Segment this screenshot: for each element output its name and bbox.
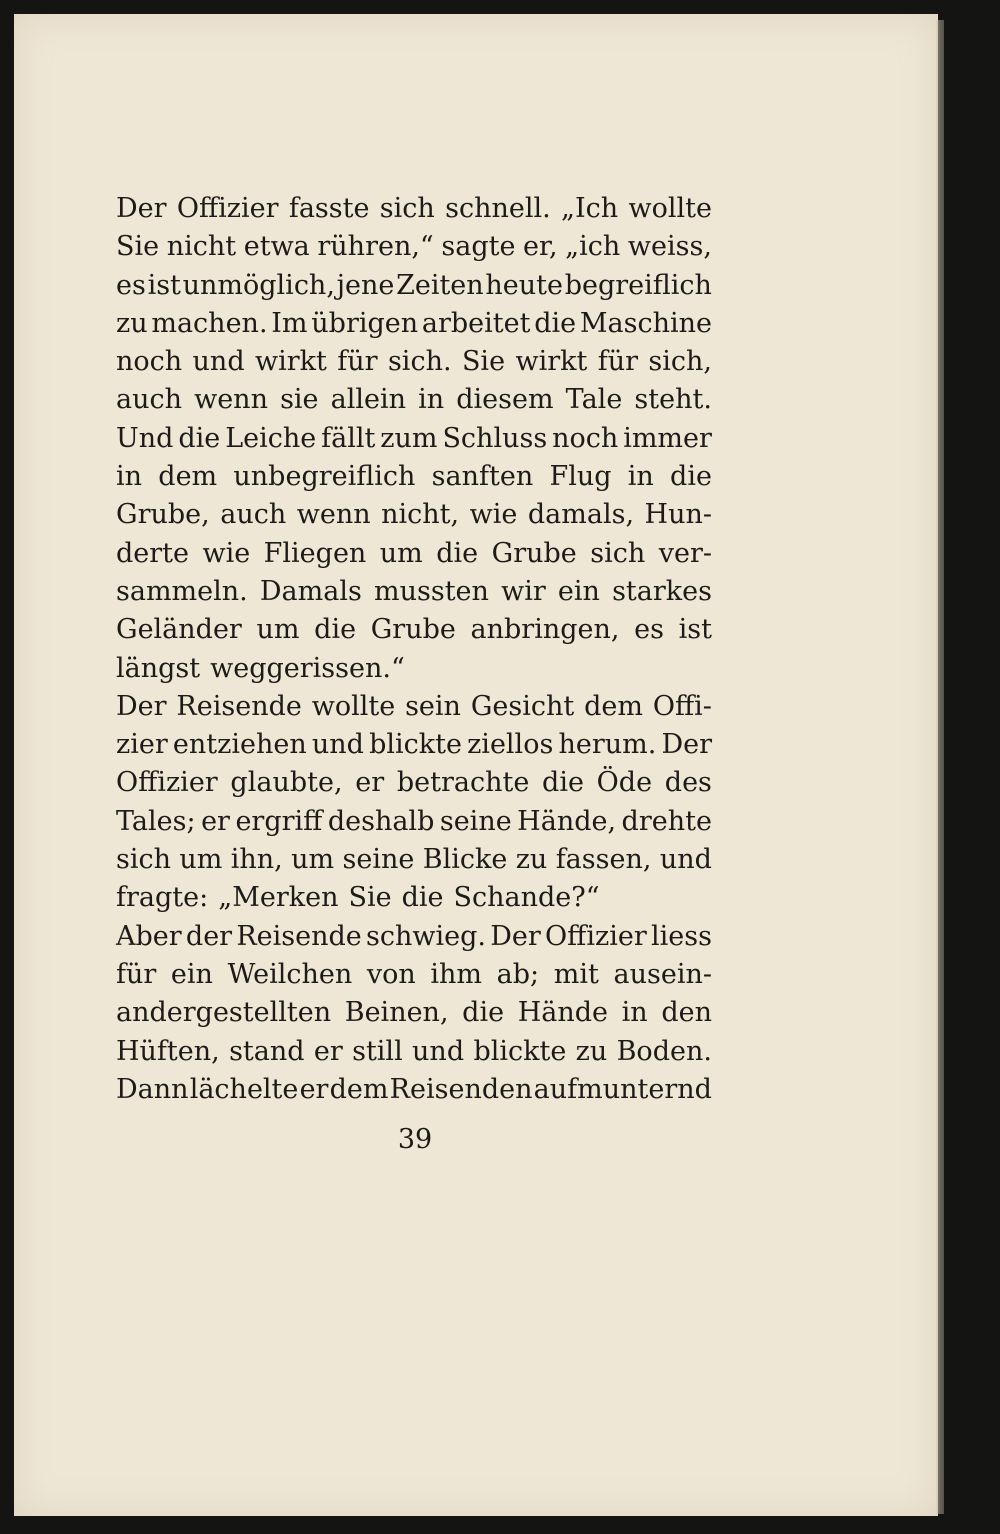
word: diesem xyxy=(456,384,554,416)
word: um xyxy=(379,537,423,569)
word: sagte xyxy=(441,231,516,263)
word: mit xyxy=(553,958,599,990)
word: er xyxy=(313,1035,343,1067)
word: machen. xyxy=(151,307,268,339)
word: Offi- xyxy=(652,690,712,722)
word: zum xyxy=(380,422,438,454)
text-line xyxy=(116,190,712,228)
word: um xyxy=(179,844,223,876)
word: still xyxy=(352,1035,403,1067)
word: Reisende xyxy=(236,920,362,952)
word: die xyxy=(436,537,479,569)
word: Schluss xyxy=(442,422,548,454)
word: jene xyxy=(336,269,395,301)
text-line xyxy=(116,496,712,534)
text-line xyxy=(116,381,712,419)
word: wollte xyxy=(311,690,396,722)
word: die xyxy=(670,461,712,493)
word: für xyxy=(337,346,378,378)
word: Boden. xyxy=(616,1035,712,1067)
word: Zeiten xyxy=(396,269,484,301)
word: seine xyxy=(342,844,415,876)
word: Gesicht xyxy=(470,690,575,722)
word: ist xyxy=(147,269,181,301)
word: ergriff xyxy=(235,805,323,837)
word: Reisenden xyxy=(389,1073,533,1105)
page-edge xyxy=(936,20,944,1514)
word: auch xyxy=(220,499,287,531)
text-line xyxy=(116,879,712,917)
word: Leiche xyxy=(225,422,317,454)
word: von xyxy=(366,958,416,990)
word: er xyxy=(355,767,385,799)
word: wenn xyxy=(296,499,371,531)
word: wirkt xyxy=(515,346,588,378)
word: Damals xyxy=(259,575,362,607)
word: zu xyxy=(575,1035,608,1067)
word: wir xyxy=(501,575,546,607)
word: zu xyxy=(116,307,148,339)
word: Maschine xyxy=(579,307,712,339)
text-line xyxy=(116,803,712,841)
text-line xyxy=(116,267,712,305)
word: sich xyxy=(116,844,172,876)
word: ist xyxy=(678,614,712,646)
text-line xyxy=(116,228,712,266)
word: arbeitet xyxy=(421,307,531,339)
word: und xyxy=(412,1035,465,1067)
text-line xyxy=(116,650,712,688)
word: schwieg. xyxy=(366,920,486,952)
word: Sie xyxy=(348,882,392,914)
word: weiss, xyxy=(627,231,712,263)
word: um xyxy=(256,614,300,646)
word: unbegreiflich xyxy=(233,461,416,493)
word: derte xyxy=(116,537,189,569)
word: betrachte xyxy=(396,767,530,799)
word: er xyxy=(201,805,230,837)
word: fassen, xyxy=(555,844,652,876)
word: den xyxy=(661,997,712,1029)
word: Blicke xyxy=(422,844,508,876)
word: nicht, xyxy=(381,499,460,531)
word: ausein- xyxy=(613,958,712,990)
word: drehte xyxy=(621,805,712,837)
word: begreiflich xyxy=(564,269,712,301)
word: in xyxy=(627,461,654,493)
word: Hüften, xyxy=(116,1035,220,1067)
word: Reisende xyxy=(176,690,302,722)
word: sich. xyxy=(387,346,452,378)
word: Weilchen xyxy=(227,958,353,990)
word: Der xyxy=(116,193,167,224)
word: Fliegen xyxy=(263,537,367,569)
word: für xyxy=(116,958,157,990)
word: er, xyxy=(523,231,558,263)
word: in xyxy=(418,384,445,416)
word: für xyxy=(597,346,639,378)
word: Hun- xyxy=(644,499,712,531)
word: die xyxy=(542,767,584,799)
text-line xyxy=(116,420,712,458)
word: Flug xyxy=(549,461,612,493)
word: deshalb xyxy=(327,805,435,837)
word: dem xyxy=(329,1073,389,1105)
word: zu xyxy=(515,844,548,876)
word: Der xyxy=(661,729,712,761)
text-line xyxy=(116,458,712,496)
word: anbringen, xyxy=(470,614,620,646)
text-line xyxy=(116,1071,712,1109)
word: Sie xyxy=(116,231,160,263)
word: längst xyxy=(116,652,201,684)
text-line xyxy=(116,1033,712,1071)
word: ver- xyxy=(658,537,712,569)
word: die xyxy=(178,422,221,454)
word: lächelte xyxy=(189,1073,299,1105)
word: und xyxy=(311,729,364,761)
text-line xyxy=(116,611,712,649)
word: es xyxy=(634,614,664,646)
word: entziehen xyxy=(172,729,307,761)
text-line xyxy=(116,918,712,956)
text-line xyxy=(116,764,712,802)
word: wie xyxy=(202,537,251,569)
word: ihm xyxy=(430,958,483,990)
word: blickte xyxy=(369,729,462,761)
word: immer xyxy=(623,422,712,454)
word: und xyxy=(192,346,245,378)
word: damals, xyxy=(527,499,635,531)
word: in xyxy=(621,997,648,1029)
word: Tales; xyxy=(116,805,196,837)
text-line xyxy=(116,994,712,1032)
word: nicht xyxy=(166,231,237,263)
word: etwa xyxy=(243,231,310,263)
word: Hände xyxy=(517,997,609,1029)
word: dem xyxy=(584,690,643,722)
page-number: 39 xyxy=(397,1124,433,1155)
word: rühren,“ xyxy=(317,231,434,263)
word: die xyxy=(462,997,505,1029)
word: des xyxy=(664,767,712,799)
word: sammeln. xyxy=(116,575,248,607)
word: weggerissen.“ xyxy=(210,652,405,684)
word: „Merken xyxy=(218,882,339,914)
word: ein xyxy=(557,575,600,607)
word: Öde xyxy=(596,767,653,799)
word: dem xyxy=(158,461,218,493)
word: Aber xyxy=(116,920,182,952)
text-line xyxy=(116,305,712,343)
word: um xyxy=(291,844,335,876)
text-line xyxy=(116,956,712,994)
word: blickte xyxy=(473,1035,567,1067)
text-line xyxy=(116,688,712,726)
word: Sie xyxy=(461,346,506,378)
word: Offizier xyxy=(176,193,279,224)
word: Hände, xyxy=(517,805,617,837)
word: mussten xyxy=(374,575,489,607)
word: glaubte, xyxy=(230,767,343,799)
word: die xyxy=(314,614,357,646)
word: wie xyxy=(469,499,518,531)
word: Dann xyxy=(116,1073,189,1105)
word: aufmunternd xyxy=(533,1073,712,1105)
word: seine xyxy=(439,805,512,837)
word: Beinen, xyxy=(344,997,449,1029)
word: er xyxy=(299,1073,329,1105)
word: Grube, xyxy=(116,499,210,531)
word: stand xyxy=(229,1035,305,1067)
word: sich xyxy=(379,193,435,224)
word: allein xyxy=(330,384,407,416)
word: die xyxy=(401,882,444,914)
word: fragte: xyxy=(116,882,209,914)
word: andergestellten xyxy=(116,997,332,1029)
word: zier xyxy=(116,729,168,761)
word: Grube xyxy=(370,614,456,646)
word: ein xyxy=(170,958,213,990)
word: Der xyxy=(490,920,541,952)
word: sich, xyxy=(648,346,712,378)
word: sanften xyxy=(431,461,534,493)
word: starkes xyxy=(612,575,712,607)
word: und xyxy=(659,844,712,876)
word: der xyxy=(185,920,233,952)
word: schnell. xyxy=(445,193,551,224)
word: wirkt xyxy=(255,346,327,378)
word: noch xyxy=(116,346,183,378)
word: steht. xyxy=(634,384,712,416)
text-line xyxy=(116,726,712,764)
body-text xyxy=(116,190,712,1109)
word: Schande?“ xyxy=(453,882,600,914)
word: heute xyxy=(485,269,563,301)
text-line xyxy=(116,841,712,879)
word: Der xyxy=(116,690,167,722)
word: Im xyxy=(271,307,308,339)
word: fasste xyxy=(288,193,370,224)
word: „ich xyxy=(565,231,621,263)
word: übrigen xyxy=(311,307,419,339)
word: ab; xyxy=(496,958,540,990)
word: es xyxy=(116,269,146,301)
word: sein xyxy=(405,690,461,722)
word: unmöglich, xyxy=(182,269,335,301)
word: herum. xyxy=(558,729,657,761)
text-line xyxy=(116,343,712,381)
word: Und xyxy=(116,422,174,454)
word: Tale xyxy=(565,384,623,416)
word: Geländer xyxy=(116,614,242,646)
word: liess xyxy=(651,920,712,952)
text-line xyxy=(116,573,712,611)
word: Offizier xyxy=(116,767,218,799)
word: ziellos xyxy=(467,729,554,761)
word: wollte xyxy=(628,193,712,224)
word: Offizier xyxy=(545,920,647,952)
word: ihn, xyxy=(230,844,283,876)
word: fällt xyxy=(321,422,376,454)
word: auch xyxy=(116,384,182,416)
word: Grube xyxy=(491,537,577,569)
word: in xyxy=(116,461,143,493)
word: die xyxy=(534,307,577,339)
word: wenn xyxy=(194,384,268,416)
text-line xyxy=(116,535,712,573)
word: „Ich xyxy=(560,193,619,224)
word: sich xyxy=(590,537,646,569)
word: sie xyxy=(280,384,319,416)
word: noch xyxy=(552,422,619,454)
